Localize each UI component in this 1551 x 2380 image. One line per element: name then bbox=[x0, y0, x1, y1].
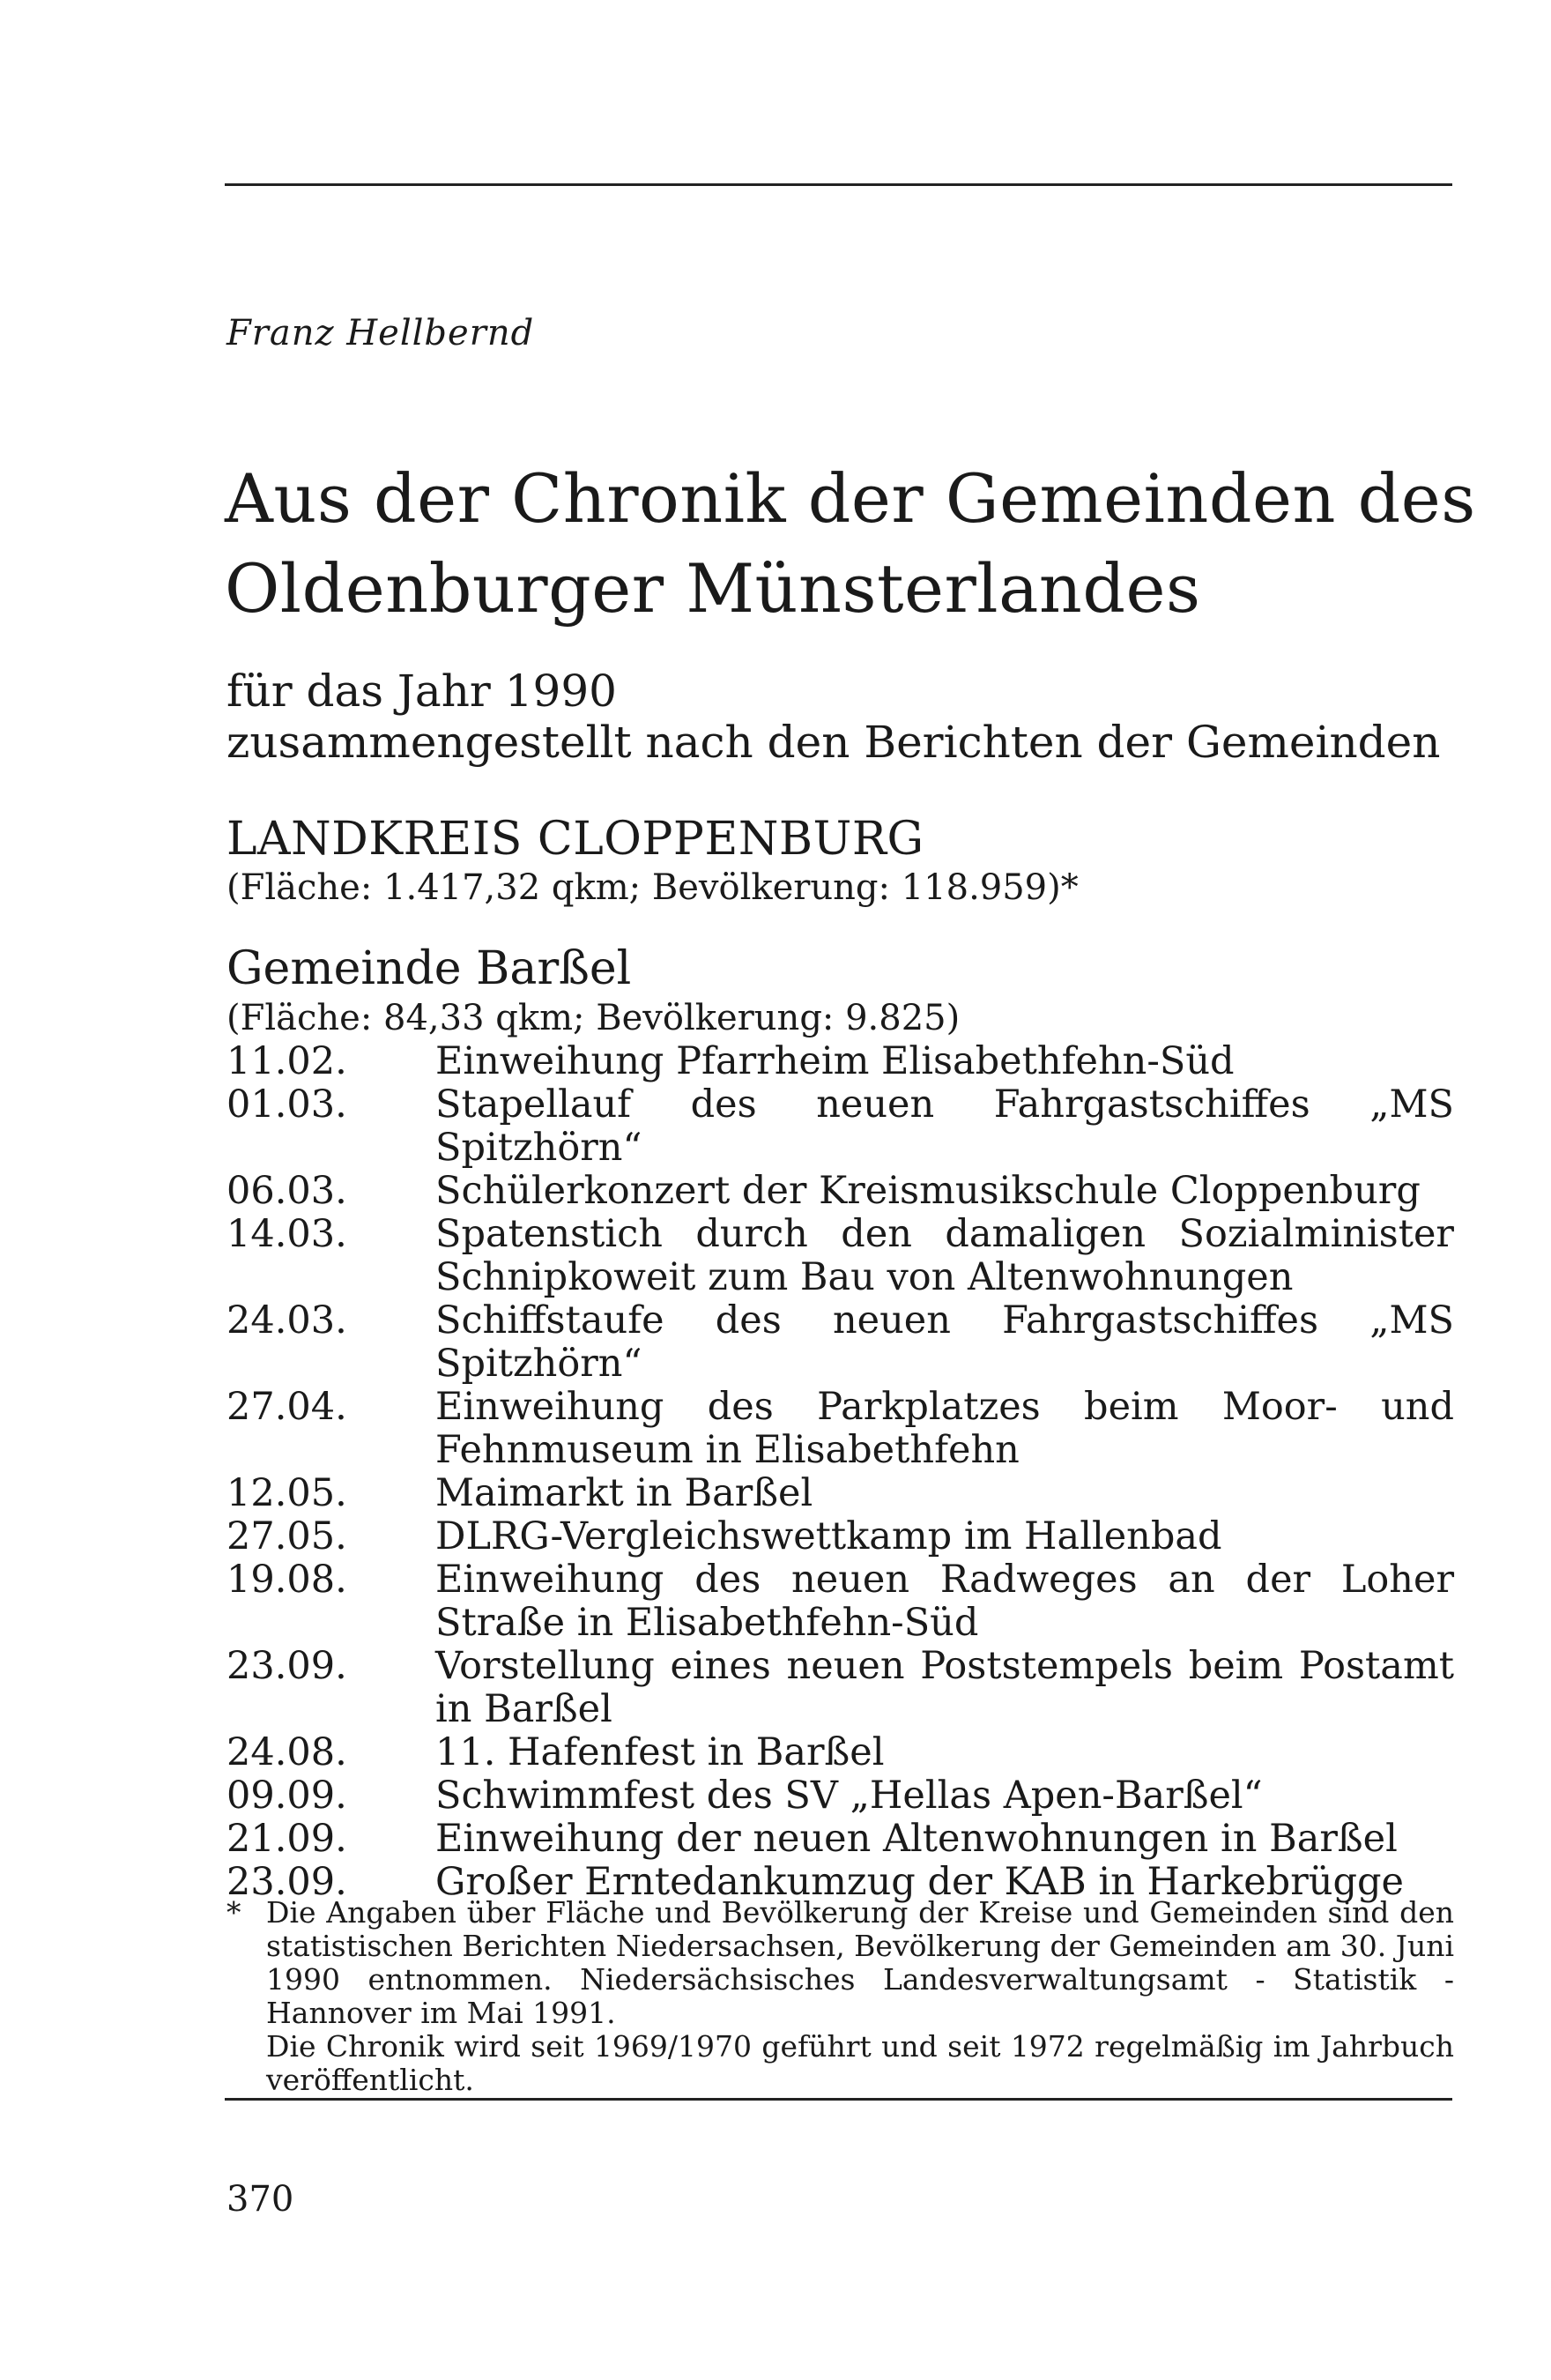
page-number: 370 bbox=[226, 2179, 294, 2220]
footnote-text: Die Angaben über Fläche und Bevölkerung der Kreise und Gemeinden sind den statistischen Berichten Niedersachsen, Bevölkerung der Gemeinden am 30. Juni 1990 entnommen. Niedersächsisches Landesverwaltungsamt - Statistik - Hannover im Mai 1991. bbox=[266, 1895, 1455, 2030]
article-subtitle bbox=[226, 666, 1440, 768]
event-row bbox=[226, 1774, 1454, 1818]
district-info: (Fläche: 1.417,32 qkm; Bevölkerung: 118.959)* bbox=[226, 867, 1079, 908]
event-date: 24.08. bbox=[226, 1730, 347, 1774]
event-date: 23.09. bbox=[226, 1644, 347, 1688]
event-row bbox=[226, 1818, 1454, 1861]
event-text: Vorstellung eines neuen Poststempels beim Postamt in Barßel bbox=[435, 1644, 1454, 1731]
event-date: 09.09. bbox=[226, 1774, 347, 1818]
event-date: 06.03. bbox=[226, 1169, 347, 1213]
event-date: 23.09. bbox=[226, 1860, 347, 1904]
event-row bbox=[226, 1299, 1454, 1386]
event-text: Schwimmfest des SV „Hellas Apen-Barßel“ bbox=[435, 1774, 1263, 1818]
event-date: 12.05. bbox=[226, 1471, 347, 1515]
gemeinde-info: (Fläche: 84,33 qkm; Bevölkerung: 9.825) bbox=[226, 998, 961, 1038]
event-row bbox=[226, 1645, 1454, 1731]
event-text: Schiffstaufe des neuen Fahrgastschiffes „MS Spitzhörn“ bbox=[435, 1298, 1454, 1386]
gemeinde-section bbox=[226, 941, 960, 1040]
event-row bbox=[226, 1083, 1454, 1170]
event-text: Maimarkt in Barßel bbox=[435, 1471, 813, 1515]
event-text: Spatenstich durch den damaligen Sozialminister Schnipkoweit zum Bau von Altenwohnungen bbox=[435, 1212, 1454, 1299]
footnote-body bbox=[266, 1896, 1454, 2097]
event-list bbox=[226, 1040, 1454, 1904]
event-row bbox=[226, 1170, 1454, 1213]
event-text: Einweihung des Parkplatzes beim Moor- und Fehnmuseum in Elisabethfehn bbox=[435, 1385, 1454, 1472]
event-row bbox=[226, 1040, 1454, 1083]
event-date: 11.02. bbox=[226, 1039, 347, 1083]
event-text: Einweihung des neuen Radweges an der Loher Straße in Elisabethfehn-Süd bbox=[435, 1558, 1454, 1645]
gemeinde-name: Gemeinde Barßel bbox=[226, 942, 632, 995]
event-row bbox=[226, 1515, 1454, 1558]
event-row bbox=[226, 1731, 1454, 1774]
subtitle-line: für das Jahr 1990 bbox=[226, 666, 617, 717]
event-row bbox=[226, 1386, 1454, 1472]
event-row bbox=[226, 1472, 1454, 1515]
event-text: Stapellauf des neuen Fahrgastschiffes „MS Spitzhörn“ bbox=[435, 1082, 1454, 1170]
event-row bbox=[226, 1558, 1454, 1645]
district-name: LANDKREIS CLOPPENBURG bbox=[226, 813, 924, 866]
title-line: Aus der Chronik der Gemeinden des bbox=[225, 459, 1476, 538]
footnote-mark: * bbox=[226, 1895, 241, 1930]
event-date: 19.08. bbox=[226, 1558, 347, 1602]
event-date: 21.09. bbox=[226, 1817, 347, 1861]
subtitle-line: zusammengestellt nach den Berichten der Gemeinden bbox=[226, 717, 1441, 768]
header-rule bbox=[225, 183, 1452, 186]
event-text: Schülerkonzert der Kreismusikschule Cloppenburg bbox=[435, 1169, 1421, 1213]
event-date: 27.05. bbox=[226, 1514, 347, 1558]
article-title bbox=[225, 454, 1476, 634]
event-date: 24.03. bbox=[226, 1298, 347, 1342]
event-text: Einweihung der neuen Altenwohnungen in Barßel bbox=[435, 1817, 1398, 1861]
footnote-text: Die Chronik wird seit 1969/1970 geführt und seit 1972 regelmäßig im Jahrbuch veröffentlicht. bbox=[266, 2029, 1454, 2097]
event-date: 14.03. bbox=[226, 1212, 347, 1256]
event-date: 01.03. bbox=[226, 1082, 347, 1127]
footnote-rule bbox=[225, 2098, 1452, 2101]
author: Franz Hellbernd bbox=[226, 313, 535, 353]
event-text: Großer Erntedankumzug der KAB in Harkebrügge bbox=[435, 1860, 1404, 1904]
title-line: Oldenburger Münsterlandes bbox=[225, 549, 1201, 628]
event-row bbox=[226, 1213, 1454, 1299]
event-text: Einweihung Pfarrheim Elisabethfehn-Süd bbox=[435, 1039, 1235, 1083]
event-text: DLRG-Vergleichswettkamp im Hallenbad bbox=[435, 1514, 1222, 1558]
footnote bbox=[226, 1896, 1454, 2097]
event-date: 27.04. bbox=[226, 1385, 347, 1429]
event-text: 11. Hafenfest in Barßel bbox=[435, 1730, 885, 1774]
district-section bbox=[226, 813, 1079, 910]
